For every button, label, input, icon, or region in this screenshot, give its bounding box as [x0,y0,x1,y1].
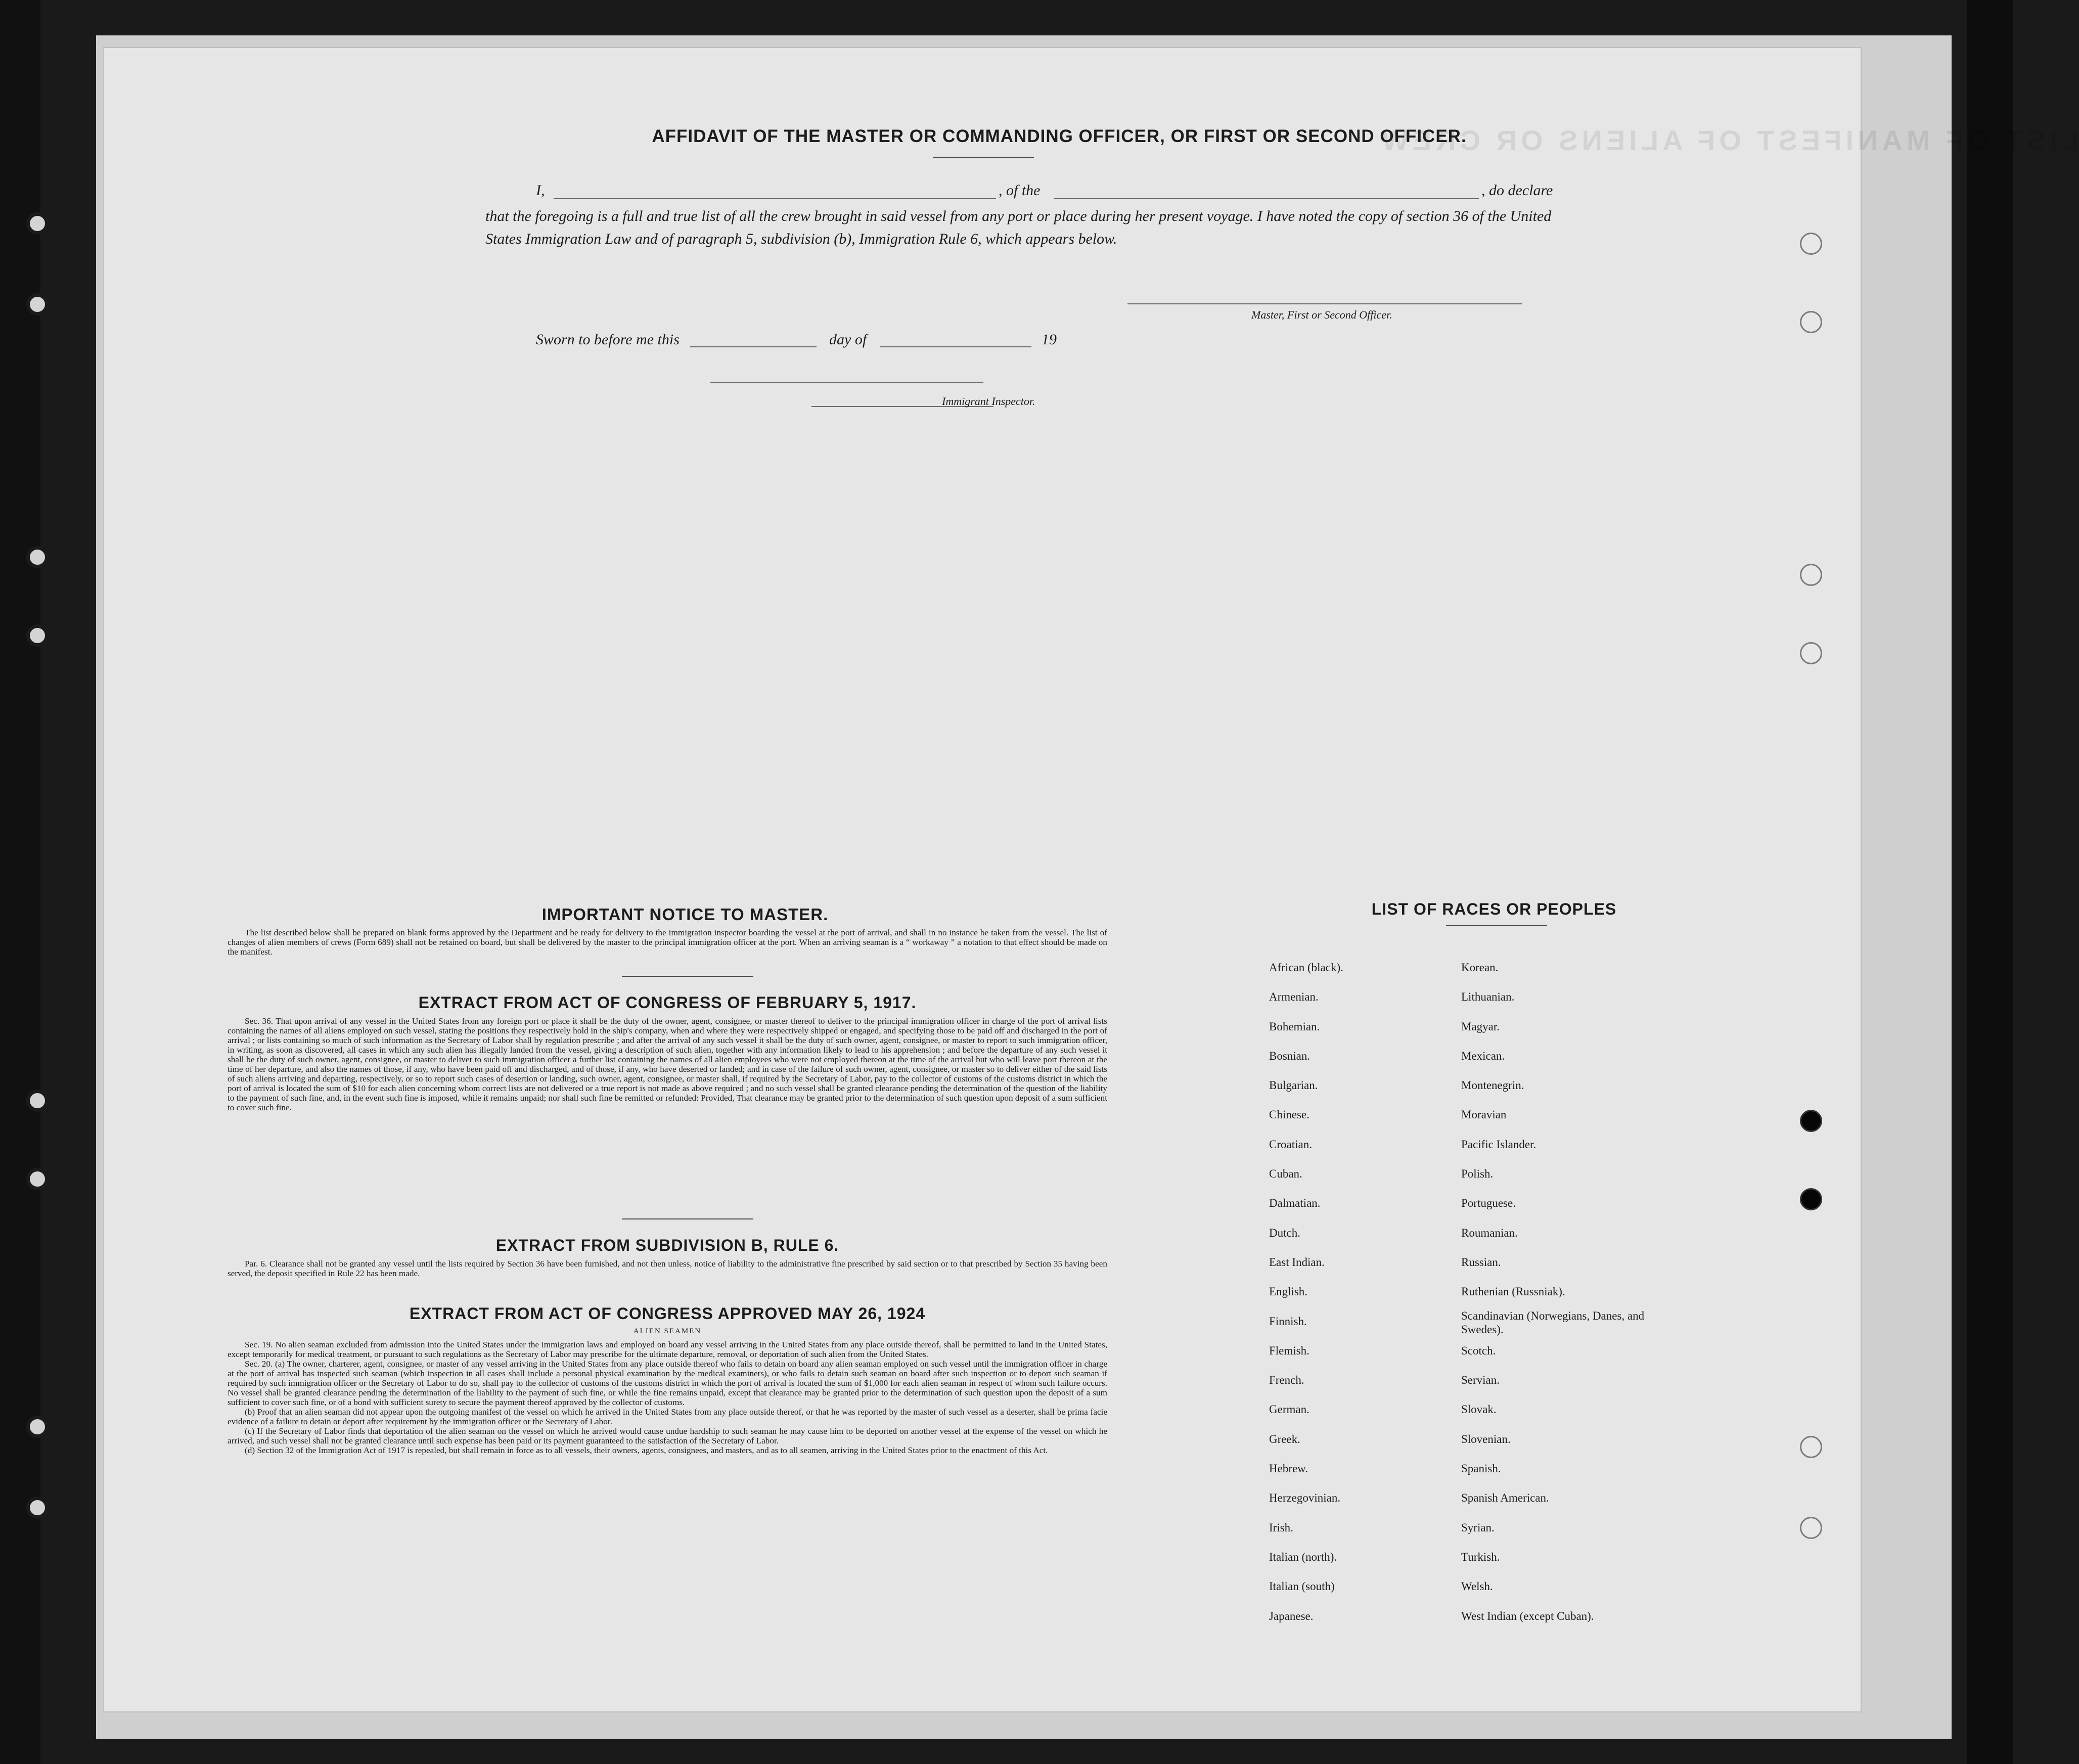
sec-36-paragraph: Sec. 36. That upon arrival of any vessel in the United States from any foreign port or place it shall be the duty of the owner, agent, consignee, or master thereof to deliver to the principal immigration officer in charge of the port of arrival lists containing the names of all aliens employed on such vessel, stating the positions they respectively hold in the ship's company, when and where they were respectively shipped or engaged, and specifying those to be paid off and discharged in the port of arrival ; or lists containing so much of such information as the Secretary of Labor shall by regulation prescribe ; and after the arrival of any such vessel it shall be the duty of such owner, agent, consignee, or master to report to such immigration officer, in writing, as soon as discovered, all cases in which any such alien has illegally landed from the vessel, giving a description of such alien, together with any information likely to lead to his apprehension ; and before the departure of any such vessel it shall be the duty of such owner, agent, consignee, or master to deliver to such immigration officer a further list containing the names of all alien employees who were not employed thereon at the time of the arrival but who will leave port thereon at the time of her departure, and also the names of those, if any, who have been paid off and discharged, and of those, if any, who have deserted or landed; and in case of the failure of such owner, agent, consignee, or master so to deliver either of the said lists of such aliens arriving and departing, respectively, or so to report such cases of desertion or landing, such owner, agent, consignee, or master shall, if required by the Secretary of Labor, pay to the collector of customs of the customs district in which the port of arrival is located the sum of $10 for each alien concerning whom correct lists are not delivered or a true report is not made as above required ; and no such vessel shall be granted clearance pending the determination of the question of the liability to the payment of such fine, and, in the event such fine is imposed, while it remains unpaid; nor shall such fine be remitted or refunded: Provided, That clearance may be granted prior to the determination of such question upon deposit of a sum sufficient to cover such fine. [228,1016,1107,1112]
race-item: Russian. [1461,1255,1501,1269]
punch-hole [1800,1517,1822,1539]
race-item: Montenegrin. [1461,1079,1524,1092]
race-item: Dutch. [1269,1226,1300,1239]
race-item: Chinese. [1269,1108,1309,1121]
punch-hole [1800,642,1822,664]
race-item: Slovenian. [1461,1432,1511,1445]
declaration-body: that the foregoing is a full and true list of all the crew brought in said vessel from any port or place during her present voyage. I have noted the copy of section 36 of the United States Immigration Law and of paragraph 5, subdivision (b), Immigration Rule 6, which appears below. [485,208,1552,247]
races-right-column [1461,953,1648,1631]
divider [933,157,1034,158]
race-item: Portuguese. [1461,1197,1516,1210]
binder-hole [26,212,49,235]
race-item: African (black). [1269,961,1343,974]
extract-1917-title: EXTRACT FROM ACT OF CONGRESS OF FEBRUARY 5, 1917. [418,993,917,1012]
race-item: Spanish American. [1461,1491,1549,1505]
extract-rule6-body [228,1259,1107,1278]
race-item: Slovak. [1461,1403,1497,1416]
race-item: Finnish. [1269,1315,1307,1328]
declare-i: I, [536,182,545,199]
declare-of-the: , of the [999,182,1041,199]
sworn-month-blank[interactable] [880,346,1031,347]
race-item: English. [1269,1285,1308,1298]
race-item: Magyar. [1461,1020,1500,1033]
extract-rule6-title: EXTRACT FROM SUBDIVISION B, RULE 6. [495,1236,839,1254]
punch-hole [1800,233,1822,255]
binder-hole [26,1168,49,1190]
race-item: Welsh. [1461,1580,1493,1593]
race-item: Greek. [1269,1432,1300,1445]
race-item: Herzegovinian. [1269,1491,1341,1505]
divider [1446,925,1547,926]
extract-1924-title: EXTRACT FROM ACT OF CONGRESS APPROVED MAY 26, 1924 [409,1304,926,1323]
race-item: Pacific Islander. [1461,1138,1536,1151]
punch-hole [1800,311,1822,333]
race-item: Cuban. [1269,1167,1302,1181]
race-item: Polish. [1461,1167,1494,1181]
race-item: East Indian. [1269,1255,1325,1269]
notice-title: IMPORTANT NOTICE TO MASTER. [541,905,829,924]
race-item: Syrian. [1461,1521,1495,1534]
race-item: Moravian [1461,1108,1507,1121]
sec-20d-paragraph: (d) Section 32 of the Immigration Act of 1917 is repealed, but shall remain in force as to all vessels, their owners, agents, consignees, and masters, and as to all seamen, arriving in the United States prior to the enactment of this Act. [245,1445,1048,1455]
races-left-column [1269,953,1343,1631]
races-title: LIST OF RACES OR PEOPLES [1371,900,1617,918]
race-item: Italian (south) [1269,1580,1335,1593]
race-item: Flemish. [1269,1344,1309,1357]
race-item: Dalmatian. [1269,1197,1321,1210]
dark-edge [1967,0,2013,1764]
race-item: Turkish. [1461,1550,1500,1563]
punch-hole [1800,1436,1822,1458]
sec-20a-paragraph: Sec. 20. (a) The owner, charterer, agent, consignee, or master of any vessel arriving in the United States from any place outside thereof who fails to detain on board any alien seaman employed on such vessel until the immigration officer in charge at the port of arrival has inspected such seaman (which inspection in all cases shall include a personal physical examination by the medical examiners), or who fails to detain such seaman on board after such inspection or to deport such seaman if required by such immigration officer or the Secretary of Labor to do so, shall pay to the collector of customs of the customs district in which the port of arrival is located the sum of $1,000 for each alien seaman in respect of whom such failure occurs. No vessel shall be granted clearance pending the determination of the liability to the payment of such fine, or while the fine remains unpaid, except that clearance may be granted prior to the determination of such question upon the deposit of a sum sufficient to cover such fine, or of a bond with sufficient surety to secure the payment thereof approved by the collector of customs. [228,1359,1107,1407]
year-prefix: 19 [1042,331,1057,348]
declaration-line [536,182,545,199]
vessel-blank[interactable] [1054,198,1479,199]
inspector-label: Immigrant Inspector. [942,395,1035,408]
signature-label: Master, First or Second Officer. [1251,308,1392,321]
extract-1924-body [228,1340,1107,1455]
inspector-blank-top[interactable] [710,382,983,383]
divider [622,1218,753,1219]
race-item: West Indian (except Cuban). [1461,1609,1594,1622]
day-of-label: day of [829,331,867,348]
manifest-page [104,48,2079,1711]
notice-body [228,928,1107,957]
sec-20b-paragraph: (b) Proof that an alien seaman did not appear upon the outgoing manifest of the vessel on which he arrived in the United States from any place outside thereof, or that he was reported by the master of such vessel as a deserter, shall be prima facie evidence of a failure to detain or deport after requirement by the immigration officer or the Secretary of Labor. [228,1407,1107,1426]
declare-do-declare: , do declare [1481,182,1553,199]
binder-hole [26,546,49,568]
race-item: Japanese. [1269,1609,1314,1622]
race-item: Armenian. [1269,990,1319,1004]
sworn-label: Sworn to before me this [536,331,680,348]
notice-paragraph: The list described below shall be prepared on blank forms approved by the Department and be ready for delivery to the immigration inspector boarding the vessel at the port of arrival, and shall in no instance be taken from the vessel. The list of changes of alien members of crews (Form 689) shall not be retained on board, but shall be delivered by the master to the principal immigration officer at the port. When an arriving seaman is a “ workaway ” a notation to that effect should be made on the manifest. [228,928,1107,957]
binder-hole [26,1416,49,1438]
race-item: Irish. [1269,1521,1293,1534]
divider [622,976,753,977]
alien-seamen-subtitle: ALIEN SEAMEN [633,1327,702,1335]
race-item: French. [1269,1374,1304,1387]
sec-20c-paragraph: (c) If the Secretary of Labor finds that deportation of the alien seaman on the vessel on which he arrived would cause undue hardship to such seaman he may cause him to be deported on another vessel at the expense of the vessel on which he arrived, and such vessel shall not be granted clearance until such expense has been paid or its payment guaranteed to the satisfaction of the Secretary of Labor. [228,1426,1107,1445]
race-item: Spanish. [1461,1462,1501,1475]
race-item: Roumanian. [1461,1226,1518,1239]
par-6-paragraph: Par. 6. Clearance shall not be granted any vessel until the lists required by Section 36 have been furnished, and not then unless, notice of liability to the administrative fine prescribed by said section or to that prescribed by Section 35 having been served, the deposit specified in Rule 22 has been made. [228,1259,1107,1278]
race-item: Ruthenian (Russniak). [1461,1285,1565,1298]
race-item: Korean. [1461,961,1499,974]
race-item: Bosnian. [1269,1049,1310,1062]
affidavit-title: AFFIDAVIT OF THE MASTER OR COMMANDING OFFICER, OR FIRST OR SECOND OFFICER. [652,126,1467,146]
punch-hole [1800,1110,1822,1132]
declaration-text [485,205,1577,250]
signature-blank[interactable] [1127,303,1522,304]
race-item: Scandinavian (Norwegians, Danes, and Swedes). [1461,1309,1645,1336]
binder-hole [26,1090,49,1112]
punch-hole [1800,564,1822,586]
race-item: Lithuanian. [1461,990,1515,1004]
name-blank[interactable] [554,198,996,199]
binder-hole [26,293,49,315]
race-item: Servian. [1461,1374,1500,1387]
binder-hole [26,1497,49,1519]
race-item: Hebrew. [1269,1462,1308,1475]
bleed-through-text: LIST OF MANIFEST OF ALIENS OR CREW [1378,124,2079,156]
extract-1917-body [228,1016,1107,1112]
sec-19-paragraph: Sec. 19. No alien seaman excluded from admission into the United States under the immigration laws and employed on board any vessel arriving in the United States from any place outside thereof, shall be permitted to land in the United States, except temporarily for medical treatment, or pursuant to such regulations as the Secretary of Labor may prescribe for the ultimate departure, removal, or deportation of such alien from the United States. [228,1340,1107,1359]
race-item: Mexican. [1461,1049,1505,1062]
sworn-day-blank[interactable] [690,346,817,347]
race-item: Bohemian. [1269,1020,1320,1033]
race-item: German. [1269,1403,1309,1416]
race-item: Croatian. [1269,1138,1312,1151]
race-item: Bulgarian. [1269,1079,1318,1092]
race-item: Italian (north). [1269,1550,1337,1563]
binder-hole [26,624,49,647]
race-item: Scotch. [1461,1344,1496,1357]
punch-hole [1800,1188,1822,1210]
